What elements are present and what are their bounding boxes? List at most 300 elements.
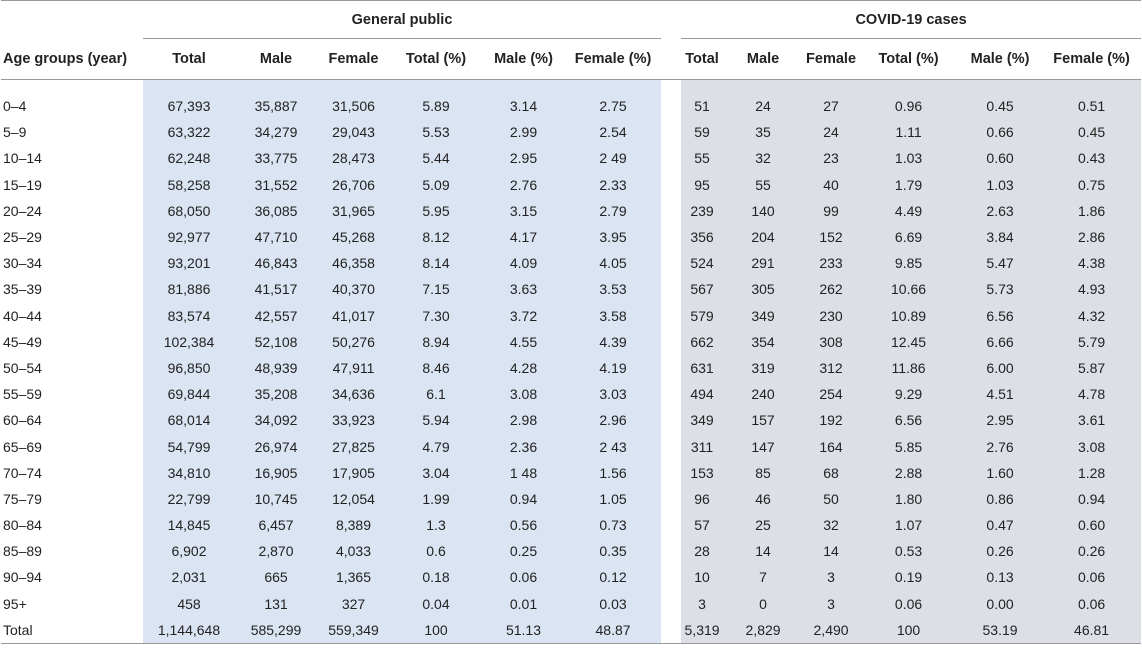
gp-female-cell: 1,365 xyxy=(317,564,390,590)
cv-female-pct-cell: 0.06 xyxy=(1042,591,1141,617)
cv-male-cell: 305 xyxy=(723,276,803,302)
gp-female-cell: 559,349 xyxy=(317,617,390,644)
cv-female-cell: 230 xyxy=(803,303,859,329)
gp-total-cell: 96,850 xyxy=(143,355,235,381)
table-row xyxy=(1,486,1141,512)
gp-male-pct-cell: 1 48 xyxy=(482,460,565,486)
gp-total-pct-cell: 0.6 xyxy=(390,538,482,564)
cv-female-cell: 27 xyxy=(803,93,859,119)
gp-female-cell: 46,358 xyxy=(317,250,390,276)
cv-female-cell: 3 xyxy=(803,591,859,617)
gp-female-pct-cell: 0.73 xyxy=(565,512,661,538)
age-group-cell: 85–89 xyxy=(3,543,42,560)
table-row xyxy=(1,512,1141,538)
cv-total-pct-cell: 9.85 xyxy=(859,250,958,276)
gp-female-cell: 12,054 xyxy=(317,486,390,512)
gp-male-pct-cell: 2.98 xyxy=(482,407,565,433)
gp-total-cell: 54,799 xyxy=(143,433,235,459)
gp-male-cell: 35,208 xyxy=(235,381,317,407)
table-row xyxy=(1,460,1141,486)
gp-male-cell: 47,710 xyxy=(235,224,317,250)
cv-male-cell: 204 xyxy=(723,224,803,250)
gp-male-pct-cell: 51.13 xyxy=(482,617,565,644)
group-header-row xyxy=(1,1,1141,39)
cv-total-pct-cell: 1.11 xyxy=(859,119,958,145)
cv-male-pct-cell: 1.60 xyxy=(958,460,1042,486)
age-group-cell: 10–14 xyxy=(3,150,42,167)
cv-male-pct-cell: 2.95 xyxy=(958,407,1042,433)
gp-male-pct-cell: 3.72 xyxy=(482,303,565,329)
table-row xyxy=(1,381,1141,407)
cv-female-pct-cell: 2.86 xyxy=(1042,224,1141,250)
gp-female-pct-cell: 48.87 xyxy=(565,617,661,644)
age-group-cell: 30–34 xyxy=(3,255,42,272)
gp-total-pct-cell: 5.94 xyxy=(390,407,482,433)
gp-male-pct-cell: 0.56 xyxy=(482,512,565,538)
table-row xyxy=(1,276,1141,302)
age-group-cell: 55–59 xyxy=(3,386,42,403)
gp-total-pct-cell: 5.53 xyxy=(390,119,482,145)
cv-female-cell: 3 xyxy=(803,564,859,590)
gp-female-cell: 26,706 xyxy=(317,172,390,198)
gp-total-cell: 93,201 xyxy=(143,250,235,276)
cv-total-pct-cell: 0.96 xyxy=(859,93,958,119)
gp-total-pct-cell: 7.30 xyxy=(390,303,482,329)
gp-total-cell: 58,258 xyxy=(143,172,235,198)
gp-total-pct-cell: 1.99 xyxy=(390,486,482,512)
cv-total-pct-cell: 6.56 xyxy=(859,407,958,433)
gp-male-cell: 35,887 xyxy=(235,93,317,119)
cv-total-cell: 153 xyxy=(681,460,723,486)
gp-female-cell: 27,825 xyxy=(317,433,390,459)
cv-male-cell: 14 xyxy=(723,538,803,564)
table-row xyxy=(1,591,1141,617)
cv-male-pct-cell: 3.84 xyxy=(958,224,1042,250)
cv-total-cell: 579 xyxy=(681,303,723,329)
column-header-gp-male-pct: Male (%) xyxy=(482,39,565,80)
gp-female-cell: 41,017 xyxy=(317,303,390,329)
table-row xyxy=(1,172,1141,198)
cv-total-pct-cell: 2.88 xyxy=(859,460,958,486)
gp-male-pct-cell: 2.36 xyxy=(482,433,565,459)
gp-female-pct-cell: 0.35 xyxy=(565,538,661,564)
cv-male-cell: 2,829 xyxy=(723,617,803,644)
cv-male-cell: 32 xyxy=(723,145,803,171)
cv-male-pct-cell: 2.76 xyxy=(958,433,1042,459)
gp-total-cell: 68,014 xyxy=(143,407,235,433)
cv-male-pct-cell: 53.19 xyxy=(958,617,1042,644)
gp-male-cell: 16,905 xyxy=(235,460,317,486)
gp-male-pct-cell: 4.55 xyxy=(482,329,565,355)
gp-female-pct-cell: 3.03 xyxy=(565,381,661,407)
cv-male-pct-cell: 5.73 xyxy=(958,276,1042,302)
gp-total-cell: 83,574 xyxy=(143,303,235,329)
cv-male-cell: 25 xyxy=(723,512,803,538)
gp-female-cell: 45,268 xyxy=(317,224,390,250)
gp-total-cell: 92,977 xyxy=(143,224,235,250)
gp-female-pct-cell: 4.05 xyxy=(565,250,661,276)
cv-female-cell: 23 xyxy=(803,145,859,171)
age-group-cell: 75–79 xyxy=(3,490,42,507)
cv-female-pct-cell: 0.94 xyxy=(1042,486,1141,512)
group-header-covid-cases: COVID-19 cases xyxy=(681,1,1141,39)
cv-female-pct-cell: 0.26 xyxy=(1042,538,1141,564)
cv-male-cell: 7 xyxy=(723,564,803,590)
gp-total-cell: 63,322 xyxy=(143,119,235,145)
cv-female-cell: 40 xyxy=(803,172,859,198)
cv-total-pct-cell: 1.03 xyxy=(859,145,958,171)
cv-female-cell: 308 xyxy=(803,329,859,355)
age-group-cell: 60–64 xyxy=(3,412,42,429)
gp-total-cell: 81,886 xyxy=(143,276,235,302)
cv-female-pct-cell: 0.51 xyxy=(1042,93,1141,119)
cv-male-cell: 349 xyxy=(723,303,803,329)
cv-male-pct-cell: 0.13 xyxy=(958,564,1042,590)
gp-female-cell: 31,506 xyxy=(317,93,390,119)
gp-female-cell: 327 xyxy=(317,591,390,617)
gp-total-cell: 6,902 xyxy=(143,538,235,564)
cv-female-cell: 312 xyxy=(803,355,859,381)
age-group-cell: Total xyxy=(1,617,143,644)
gp-total-pct-cell: 100 xyxy=(390,617,482,644)
cv-male-pct-cell: 4.51 xyxy=(958,381,1042,407)
cv-total-pct-cell: 6.69 xyxy=(859,224,958,250)
cv-total-cell: 631 xyxy=(681,355,723,381)
gp-total-pct-cell: 5.95 xyxy=(390,198,482,224)
cv-male-pct-cell: 0.60 xyxy=(958,145,1042,171)
cv-male-cell: 147 xyxy=(723,433,803,459)
gp-total-pct-cell: 5.44 xyxy=(390,145,482,171)
cv-total-cell: 494 xyxy=(681,381,723,407)
gp-total-pct-cell: 8.46 xyxy=(390,355,482,381)
age-group-cell: 0–4 xyxy=(3,98,27,115)
gp-total-pct-cell: 5.09 xyxy=(390,172,482,198)
cv-male-cell: 291 xyxy=(723,250,803,276)
age-group-cell: 95+ xyxy=(3,595,27,612)
gp-total-cell: 67,393 xyxy=(143,93,235,119)
table-row xyxy=(1,119,1141,145)
cv-total-cell: 28 xyxy=(681,538,723,564)
gp-female-pct-cell: 3.58 xyxy=(565,303,661,329)
table-row xyxy=(1,145,1141,171)
gp-total-cell: 69,844 xyxy=(143,381,235,407)
cv-total-cell: 349 xyxy=(681,407,723,433)
gp-total-cell: 2,031 xyxy=(143,564,235,590)
gp-male-cell: 10,745 xyxy=(235,486,317,512)
cv-total-cell: 55 xyxy=(681,145,723,171)
gp-female-pct-cell: 2.75 xyxy=(565,93,661,119)
cv-female-pct-cell: 3.61 xyxy=(1042,407,1141,433)
cv-male-pct-cell: 0.47 xyxy=(958,512,1042,538)
gp-total-cell: 458 xyxy=(143,591,235,617)
cv-total-pct-cell: 10.66 xyxy=(859,276,958,302)
gp-male-pct-cell: 3.08 xyxy=(482,381,565,407)
cv-male-cell: 0 xyxy=(723,591,803,617)
gp-male-pct-cell: 0.25 xyxy=(482,538,565,564)
gp-male-cell: 36,085 xyxy=(235,198,317,224)
cv-female-pct-cell: 46.81 xyxy=(1042,617,1141,644)
age-group-cell: 5–9 xyxy=(3,124,27,141)
cv-male-cell: 140 xyxy=(723,198,803,224)
gp-total-pct-cell: 4.79 xyxy=(390,433,482,459)
cv-male-pct-cell: 0.66 xyxy=(958,119,1042,145)
gp-male-pct-cell: 2.99 xyxy=(482,119,565,145)
column-header-cv-female-pct: Female (%) xyxy=(1042,39,1141,80)
cv-total-cell: 3 xyxy=(681,591,723,617)
column-header-age-groups: Age groups (year) xyxy=(1,39,143,80)
gp-female-pct-cell: 2.79 xyxy=(565,198,661,224)
group-header-general-public: General public xyxy=(143,1,661,39)
cv-female-pct-cell: 0.43 xyxy=(1042,145,1141,171)
gp-male-cell: 131 xyxy=(235,591,317,617)
cv-female-cell: 50 xyxy=(803,486,859,512)
cv-female-cell: 254 xyxy=(803,381,859,407)
cv-male-cell: 46 xyxy=(723,486,803,512)
cv-male-pct-cell: 1.03 xyxy=(958,172,1042,198)
column-header-cv-male: Male xyxy=(723,39,803,80)
cv-female-cell: 192 xyxy=(803,407,859,433)
cv-male-cell: 85 xyxy=(723,460,803,486)
gp-female-cell: 17,905 xyxy=(317,460,390,486)
cv-female-cell: 68 xyxy=(803,460,859,486)
gp-male-pct-cell: 3.15 xyxy=(482,198,565,224)
gp-male-pct-cell: 4.17 xyxy=(482,224,565,250)
age-group-cell: 80–84 xyxy=(3,517,42,534)
gp-female-cell: 50,276 xyxy=(317,329,390,355)
cv-female-pct-cell: 5.87 xyxy=(1042,355,1141,381)
gp-male-pct-cell: 4.28 xyxy=(482,355,565,381)
gp-male-cell: 41,517 xyxy=(235,276,317,302)
cv-male-cell: 319 xyxy=(723,355,803,381)
cv-female-cell: 152 xyxy=(803,224,859,250)
table-row xyxy=(1,407,1141,433)
gp-female-pct-cell: 3.95 xyxy=(565,224,661,250)
age-group-cell: 20–24 xyxy=(3,202,42,219)
cv-male-pct-cell: 6.00 xyxy=(958,355,1042,381)
cv-total-cell: 59 xyxy=(681,119,723,145)
cv-female-cell: 99 xyxy=(803,198,859,224)
cv-female-pct-cell: 1.28 xyxy=(1042,460,1141,486)
cv-female-pct-cell: 0.75 xyxy=(1042,172,1141,198)
cv-female-pct-cell: 3.08 xyxy=(1042,433,1141,459)
cv-male-pct-cell: 0.26 xyxy=(958,538,1042,564)
age-group-cell: 35–39 xyxy=(3,281,42,298)
cv-female-pct-cell: 4.38 xyxy=(1042,250,1141,276)
gp-male-pct-cell: 2.95 xyxy=(482,145,565,171)
cv-male-pct-cell: 6.66 xyxy=(958,329,1042,355)
gp-female-cell: 34,636 xyxy=(317,381,390,407)
gp-male-cell: 34,092 xyxy=(235,407,317,433)
gp-total-cell: 34,810 xyxy=(143,460,235,486)
gp-male-pct-cell: 0.01 xyxy=(482,591,565,617)
cv-male-pct-cell: 6.56 xyxy=(958,303,1042,329)
cv-male-cell: 157 xyxy=(723,407,803,433)
table-row xyxy=(1,93,1141,119)
gp-total-cell: 62,248 xyxy=(143,145,235,171)
gp-female-pct-cell: 4.39 xyxy=(565,329,661,355)
cv-female-pct-cell: 4.93 xyxy=(1042,276,1141,302)
cv-male-cell: 24 xyxy=(723,93,803,119)
gp-female-pct-cell: 2.54 xyxy=(565,119,661,145)
cv-female-cell: 14 xyxy=(803,538,859,564)
gp-total-pct-cell: 8.14 xyxy=(390,250,482,276)
gp-male-cell: 31,552 xyxy=(235,172,317,198)
age-group-cell: 40–44 xyxy=(3,307,42,324)
cv-total-pct-cell: 0.06 xyxy=(859,591,958,617)
column-header-cv-total: Total xyxy=(681,39,723,80)
cv-male-pct-cell: 5.47 xyxy=(958,250,1042,276)
cv-female-pct-cell: 0.06 xyxy=(1042,564,1141,590)
age-group-cell: 50–54 xyxy=(3,359,42,376)
gp-male-cell: 46,843 xyxy=(235,250,317,276)
gp-female-cell: 33,923 xyxy=(317,407,390,433)
gp-female-cell: 28,473 xyxy=(317,145,390,171)
cv-total-pct-cell: 10.89 xyxy=(859,303,958,329)
table-row xyxy=(1,303,1141,329)
age-group-cell: 70–74 xyxy=(3,464,42,481)
gp-female-pct-cell: 1.56 xyxy=(565,460,661,486)
table-row xyxy=(1,329,1141,355)
column-header-row xyxy=(1,39,1141,80)
cv-total-pct-cell: 12.45 xyxy=(859,329,958,355)
gp-female-pct-cell: 4.19 xyxy=(565,355,661,381)
gp-male-cell: 48,939 xyxy=(235,355,317,381)
table-body xyxy=(1,93,1141,643)
gp-female-pct-cell: 3.53 xyxy=(565,276,661,302)
gp-male-cell: 34,279 xyxy=(235,119,317,145)
cv-female-pct-cell: 0.60 xyxy=(1042,512,1141,538)
cv-total-pct-cell: 1.80 xyxy=(859,486,958,512)
gp-total-cell: 22,799 xyxy=(143,486,235,512)
gp-male-cell: 26,974 xyxy=(235,433,317,459)
table-row xyxy=(1,250,1141,276)
gp-male-pct-cell: 3.63 xyxy=(482,276,565,302)
cv-total-pct-cell: 0.53 xyxy=(859,538,958,564)
gp-total-pct-cell: 7.15 xyxy=(390,276,482,302)
cv-male-cell: 240 xyxy=(723,381,803,407)
gp-male-cell: 33,775 xyxy=(235,145,317,171)
cv-female-cell: 2,490 xyxy=(803,617,859,644)
cv-total-pct-cell: 4.49 xyxy=(859,198,958,224)
age-group-cell: 90–94 xyxy=(3,569,42,586)
gp-male-pct-cell: 0.06 xyxy=(482,564,565,590)
gp-male-pct-cell: 3.14 xyxy=(482,93,565,119)
column-header-cv-total-pct: Total (%) xyxy=(859,39,958,80)
cv-male-cell: 35 xyxy=(723,119,803,145)
gp-female-cell: 29,043 xyxy=(317,119,390,145)
age-distribution-table xyxy=(1,0,1141,644)
cv-total-cell: 311 xyxy=(681,433,723,459)
cv-total-cell: 10 xyxy=(681,564,723,590)
cv-male-pct-cell: 0.86 xyxy=(958,486,1042,512)
table-row xyxy=(1,564,1141,590)
cv-total-cell: 567 xyxy=(681,276,723,302)
cv-female-cell: 24 xyxy=(803,119,859,145)
gp-male-cell: 665 xyxy=(235,564,317,590)
cv-total-pct-cell: 5.85 xyxy=(859,433,958,459)
gp-male-cell: 585,299 xyxy=(235,617,317,644)
cv-male-pct-cell: 0.00 xyxy=(958,591,1042,617)
cv-total-pct-cell: 100 xyxy=(859,617,958,644)
cv-female-pct-cell: 1.86 xyxy=(1042,198,1141,224)
age-group-cell: 15–19 xyxy=(3,176,42,193)
column-header-gp-total-pct: Total (%) xyxy=(390,39,482,80)
cv-total-cell: 95 xyxy=(681,172,723,198)
table-row xyxy=(1,617,1141,644)
gp-total-pct-cell: 1.3 xyxy=(390,512,482,538)
cv-total-pct-cell: 1.07 xyxy=(859,512,958,538)
cv-total-cell: 356 xyxy=(681,224,723,250)
gp-male-cell: 52,108 xyxy=(235,329,317,355)
cv-female-cell: 262 xyxy=(803,276,859,302)
gp-male-cell: 42,557 xyxy=(235,303,317,329)
cv-total-cell: 51 xyxy=(681,93,723,119)
gp-female-pct-cell: 1.05 xyxy=(565,486,661,512)
gp-female-cell: 47,911 xyxy=(317,355,390,381)
table-row xyxy=(1,433,1141,459)
cv-total-cell: 662 xyxy=(681,329,723,355)
gp-male-pct-cell: 0.94 xyxy=(482,486,565,512)
gp-female-cell: 31,965 xyxy=(317,198,390,224)
cv-total-cell: 524 xyxy=(681,250,723,276)
column-header-gp-female: Female xyxy=(317,39,390,80)
gp-female-cell: 4,033 xyxy=(317,538,390,564)
cv-total-pct-cell: 0.19 xyxy=(859,564,958,590)
gp-female-cell: 40,370 xyxy=(317,276,390,302)
cv-total-pct-cell: 1.79 xyxy=(859,172,958,198)
gp-total-pct-cell: 5.89 xyxy=(390,93,482,119)
table-row xyxy=(1,224,1141,250)
column-header-gp-male: Male xyxy=(235,39,317,80)
cv-total-cell: 57 xyxy=(681,512,723,538)
cv-male-cell: 354 xyxy=(723,329,803,355)
cv-female-cell: 164 xyxy=(803,433,859,459)
cv-male-pct-cell: 2.63 xyxy=(958,198,1042,224)
column-header-gp-female-pct: Female (%) xyxy=(565,39,661,80)
gp-female-pct-cell: 0.03 xyxy=(565,591,661,617)
gp-total-pct-cell: 0.04 xyxy=(390,591,482,617)
cv-total-cell: 96 xyxy=(681,486,723,512)
cv-female-pct-cell: 4.78 xyxy=(1042,381,1141,407)
cv-male-cell: 55 xyxy=(723,172,803,198)
gp-total-pct-cell: 6.1 xyxy=(390,381,482,407)
gp-female-pct-cell: 2.96 xyxy=(565,407,661,433)
column-header-cv-male-pct: Male (%) xyxy=(958,39,1042,80)
cv-female-pct-cell: 4.32 xyxy=(1042,303,1141,329)
gp-total-pct-cell: 3.04 xyxy=(390,460,482,486)
gp-female-pct-cell: 0.12 xyxy=(565,564,661,590)
gp-total-cell: 14,845 xyxy=(143,512,235,538)
age-group-cell: 25–29 xyxy=(3,229,42,246)
gp-total-cell: 68,050 xyxy=(143,198,235,224)
cv-total-cell: 5,319 xyxy=(681,617,723,644)
gp-female-pct-cell: 2.33 xyxy=(565,172,661,198)
cv-female-pct-cell: 0.45 xyxy=(1042,119,1141,145)
gp-total-pct-cell: 0.18 xyxy=(390,564,482,590)
cv-female-pct-cell: 5.79 xyxy=(1042,329,1141,355)
cv-female-cell: 32 xyxy=(803,512,859,538)
cv-total-pct-cell: 9.29 xyxy=(859,381,958,407)
gp-total-pct-cell: 8.12 xyxy=(390,224,482,250)
gp-female-pct-cell: 2 43 xyxy=(565,433,661,459)
cv-total-cell: 239 xyxy=(681,198,723,224)
gp-total-cell: 1,144,648 xyxy=(143,617,235,644)
gp-total-cell: 102,384 xyxy=(143,329,235,355)
gp-female-pct-cell: 2 49 xyxy=(565,145,661,171)
cv-female-cell: 233 xyxy=(803,250,859,276)
column-header-gp-total: Total xyxy=(143,39,235,80)
table-row xyxy=(1,355,1141,381)
